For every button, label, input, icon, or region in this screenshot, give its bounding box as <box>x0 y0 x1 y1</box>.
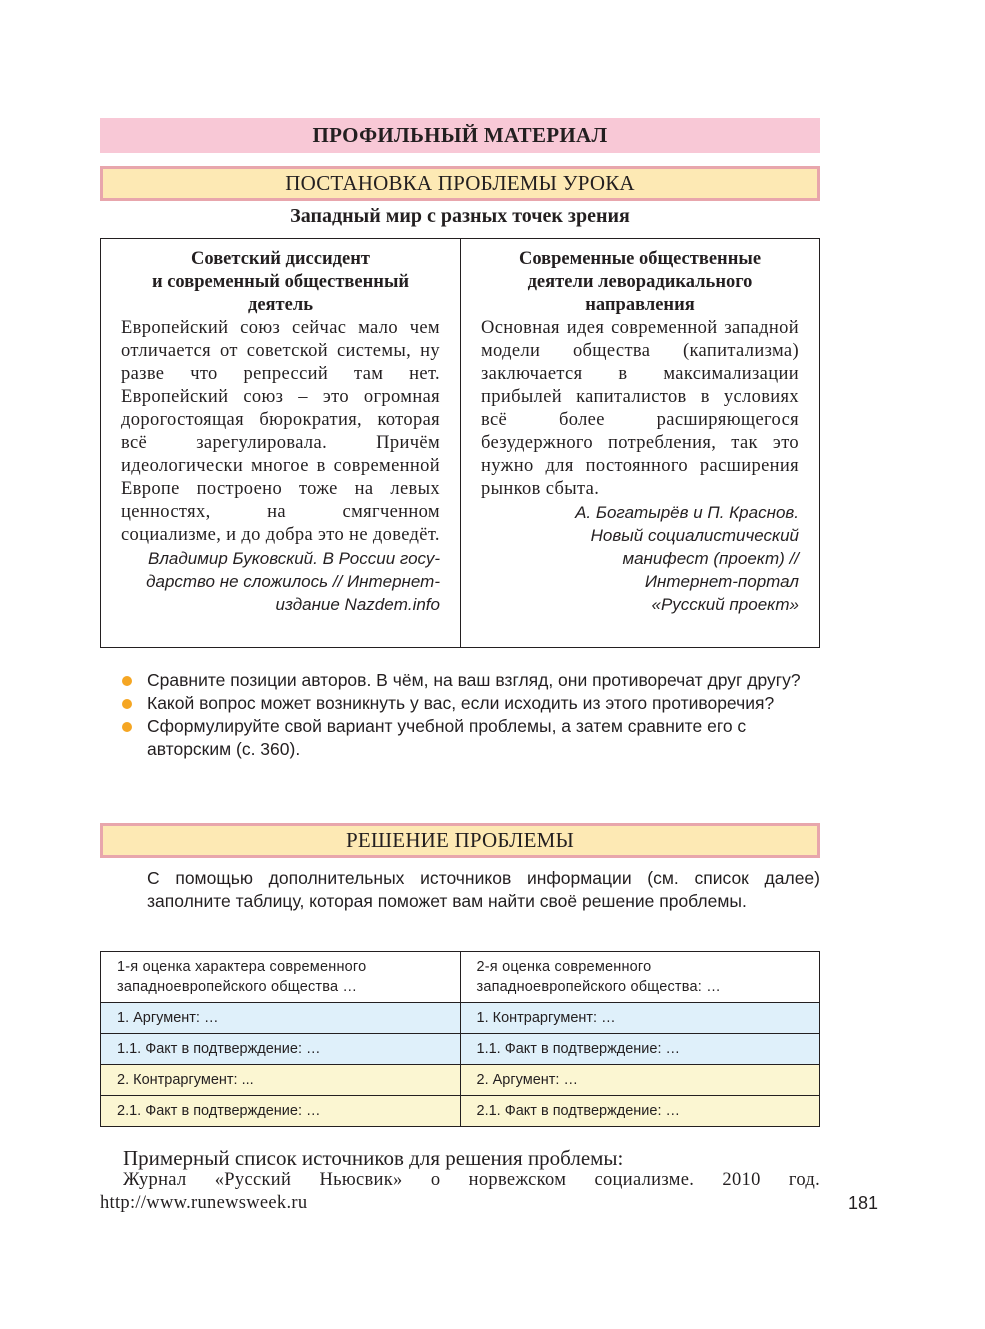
table-row <box>101 1096 820 1127</box>
profile-material-banner: ПРОФИЛЬНЫЙ МАТЕРИАЛ <box>100 118 820 153</box>
list-item: Какой вопрос может возникнуть у вас, если исходить из этого противоречия? <box>120 692 820 715</box>
table-row <box>101 1003 820 1034</box>
viewpoint-left-source: Владимир Буковский. В России госу- дарство не сложилось // Интернет- издание Nazdem.info <box>146 549 440 614</box>
table-cell: 2.1. Факт в подтверждение: … <box>101 1096 461 1127</box>
viewpoint-right <box>460 239 819 647</box>
bullet-icon <box>122 722 132 732</box>
viewpoint-left <box>101 239 460 647</box>
section-heading-problem-statement: ПОСТАНОВКА ПРОБЛЕМЫ УРОКА <box>100 166 820 201</box>
viewpoint-right-text: Основная идея современной западной модели общества (капитализма) заключается в максимализации прибылей капиталистов в условиях всё более расширяющегося безудержного потребления, так это нужно для постоянного расширения рынков сбыта. <box>481 318 799 499</box>
bullet-icon <box>122 699 132 709</box>
sources-title: Примерный список источников для решения проблемы: <box>123 1146 624 1170</box>
viewpoint-left-heading: Советский диссидент и современный общественный деятель <box>151 249 410 315</box>
table-row <box>101 1034 820 1065</box>
table-cell: 2. Аргумент: … <box>460 1065 820 1096</box>
page-number: 181 <box>848 1193 879 1213</box>
solution-table <box>100 951 820 1127</box>
viewpoint-right-heading: Современные общественные деятели леворадикального направления <box>518 249 762 315</box>
table-cell: 2-я оценка современного западноевропейского общества: … <box>460 952 820 1003</box>
table-cell: 2.1. Факт в подтверждение: … <box>460 1096 820 1127</box>
viewpoint-left-text: Европейский союз сейчас мало чем отличается от советской системы, ну разве что репрессий там нет. Европейский союз – это огромная дорогостоящая бюрократия, которая всё зарегулировала. Причём идеологически многое в современной Европе построено тоже на левых ценностях, на смягченном социализме, и до добра это не доведёт. <box>121 318 440 545</box>
table-cell: 2. Контраргумент: ... <box>101 1065 461 1096</box>
table-row <box>101 952 820 1003</box>
table-cell: 1.1. Факт в подтверждение: … <box>460 1034 820 1065</box>
section-heading-problem-solution: РЕШЕНИЕ ПРОБЛЕМЫ <box>100 823 820 858</box>
source-item: Журнал «Русский Ньюсвик» о норвежском социализме. 2010 год. <box>123 1170 820 1190</box>
list-item: Сравните позиции авторов. В чём, на ваш взгляд, они противоречат друг другу? <box>120 669 820 692</box>
source-url: http://www.runewsweek.ru <box>100 1193 308 1213</box>
table-cell: 1. Контраргумент: … <box>460 1003 820 1034</box>
bullet-icon <box>122 676 132 686</box>
viewpoints-table <box>100 238 820 648</box>
table-row <box>101 1065 820 1096</box>
comparison-title: Западный мир с разных точек зрения <box>290 205 630 227</box>
table-cell: 1-я оценка характера современного западноевропейского общества … <box>101 952 461 1003</box>
list-item: Сформулируйте свой вариант учебной проблемы, а затем сравните его с авторским (с. 360). <box>120 715 820 761</box>
question-list <box>120 669 820 761</box>
table-cell: 1. Аргумент: … <box>101 1003 461 1034</box>
viewpoint-right-source: А. Богатырёв и П. Краснов. Новый социалистический манифест (проект) // Интернет-портал «Русский проект» <box>575 503 799 614</box>
table-cell: 1.1. Факт в подтверждение: … <box>101 1034 461 1065</box>
task-text: С помощью дополнительных источников информации (см. список далее) заполните таблицу, которая поможет вам найти своё решение проблемы. <box>147 868 820 911</box>
